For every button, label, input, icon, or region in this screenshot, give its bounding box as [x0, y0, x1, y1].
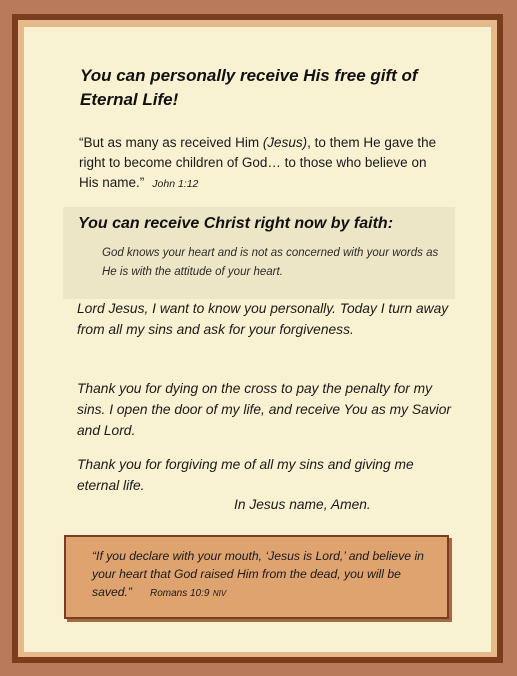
scripture-reference: Romans 10:9 [149, 588, 210, 599]
prayer-paragraph-1: Lord Jesus, I want to know you personally. Today I turn away from all my sins and ask for your forgiveness. [77, 301, 449, 337]
verse-reference: John 1:12 [152, 178, 199, 190]
prayer-paragraph-3: Thank you for forgiving me of all my sins and giving me eternal life. [77, 457, 414, 493]
page-heading: You can personally receive His free gift of Eternal Life! [80, 66, 418, 109]
scripture-version: NIV [212, 589, 227, 598]
verse-emphasis: (Jesus) [262, 135, 308, 150]
faith-note: God knows your heart and is not as concerned with your words as He is with the attitude of your heart. [102, 247, 439, 278]
scripture-text: “If you declare with your mouth, ‘Jesus is Lord,’ and believe in your heart that God raised Him from the dead, you will be saved.” [92, 549, 424, 599]
prayer-closing: In Jesus name, Amen. [234, 497, 371, 512]
scripture-quote [92, 547, 442, 603]
verse-text-end: , to them He gave the right to become children of God… to those who believe on His name.” [79, 135, 437, 190]
prayer-paragraph-2: Thank you for dying on the cross to pay the penalty for my sins. I open the door of my life, and receive You as my Savior and Lord. [77, 381, 451, 438]
faith-heading: You can receive Christ right now by faith: [78, 215, 394, 232]
verse-text-start: “But as many as received Him [79, 135, 263, 150]
john-verse [79, 133, 449, 194]
